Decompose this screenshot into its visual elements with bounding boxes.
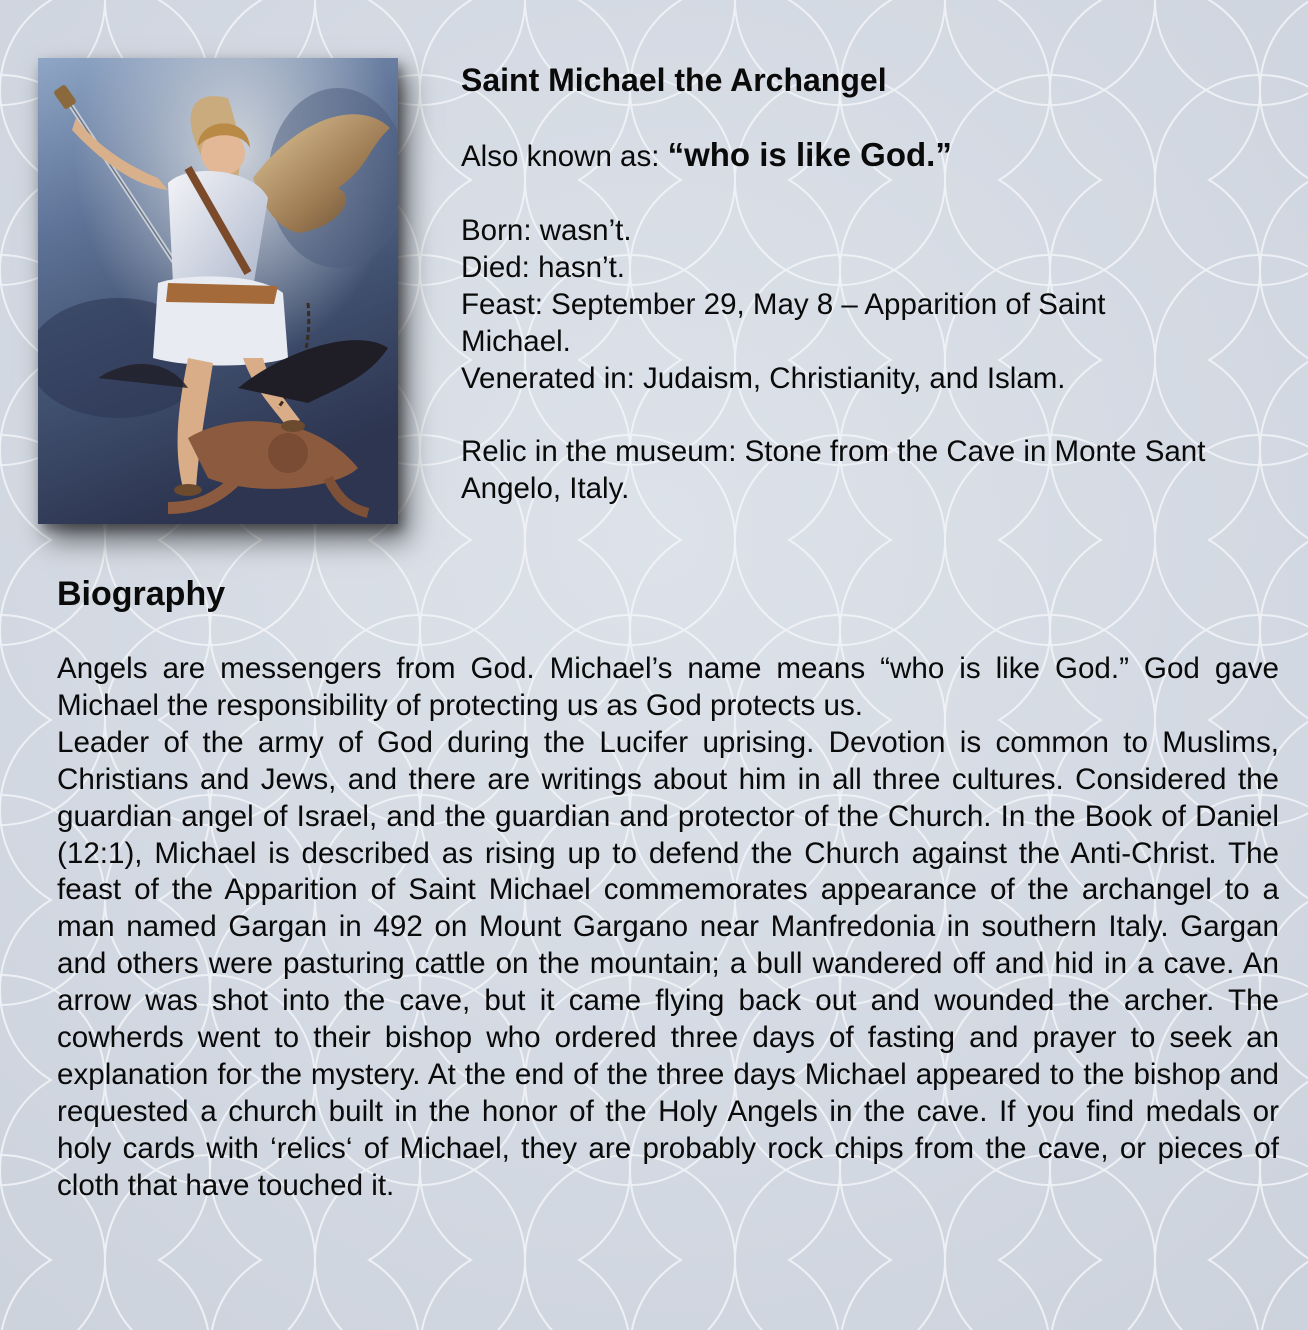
also-known-as: [461, 136, 1261, 175]
saint-info: [461, 58, 1261, 507]
biography-paragraph: Leader of the army of God during the Lucifer uprising. Devotion is common to Muslims, Christians and Jews, and there are writings about him in all three cultures. Considered the guardian angel of Israel, and the guardian and protector of the Church. In the Book of Daniel (12:1), Michael is described as rising up to defend the Church against the Anti-Christ. The feast of the Apparition of Saint Michael commemorates appearance of the archangel to a man named Gargan in 492 on Mount Gargano near Manfredonia in southern Italy. Gargan and others were pasturing cattle on the mountain; a bull wandered off and hid in a cave. An arrow was shot into the cave, but it came flying back out and wounded the archer. The cowherds went to their bishop who ordered three days of fasting and prayer to seek an explanation for the mystery. At the end of the three days Michael appeared to the bishop and requested a church built in the honor of the Holy Angels in the cave. If you find medals or holy cards with ‘relics‘ of Michael, they are probably rock chips from the cave, or pieces of cloth that have touched it.: [57, 725, 1279, 1202]
relic-info: Relic in the museum: Stone from the Cave in Monte Sant Angelo, Italy.: [461, 435, 1206, 505]
archangel-michael-painting-icon: [38, 58, 398, 524]
saint-portrait: [38, 58, 398, 524]
died-fact: Died: hasn’t.: [461, 251, 625, 284]
aka-label: Also known as:: [461, 140, 668, 173]
biography-heading: Biography: [57, 575, 226, 613]
born-fact: Born: wasn’t.: [461, 214, 632, 247]
saint-name-title: Saint Michael the Archangel: [461, 62, 887, 98]
saint-facts: [461, 212, 1191, 397]
venerated-fact: Venerated in: Judaism, Christianity, and Islam.: [461, 362, 1066, 395]
aka-value: “who is like God.”: [667, 136, 952, 173]
biography-paragraph: Angels are messengers from God. Michael’s name means “who is like God.” God gave Michael the responsibility of protecting us as God protects us.: [57, 652, 1279, 722]
biography-text: [57, 651, 1279, 1205]
feast-fact: Feast: September 29, May 8 – Apparition of Saint Michael.: [461, 288, 1106, 358]
